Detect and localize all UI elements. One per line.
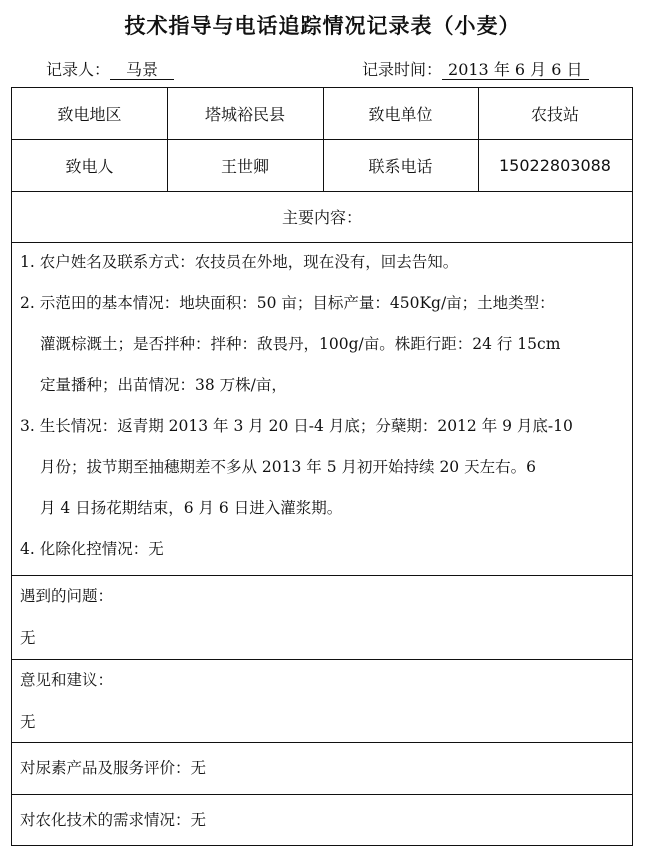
problems-value: 无: [20, 629, 36, 647]
recorder-field: [46, 57, 174, 80]
record-time-label: 记录时间：: [362, 60, 443, 79]
caller-label: 致电人: [65, 156, 114, 176]
urea-evaluation-text: 对尿素产品及服务评价：无: [20, 759, 207, 777]
recorder-value: 马景: [110, 61, 174, 80]
unit-label: 致电单位: [368, 105, 433, 124]
recorder-label: 记录人：: [46, 60, 111, 79]
region-label: 致电地区: [57, 105, 122, 124]
record-time-value: 2013 年 6 月 6 日: [442, 61, 589, 80]
phone-label: 联系电话: [368, 156, 433, 176]
content-line: 2. 示范田的基本情况：地块面积：50 亩；目标产量：450Kg/亩；土地类型：: [20, 294, 555, 312]
phone-value: 15022803088: [499, 155, 611, 175]
caller-value: 王世卿: [220, 156, 269, 176]
record-form: [11, 87, 633, 846]
record-time-field: [362, 57, 589, 80]
form-title: 技术指导与电话追踪情况记录表（小麦）: [124, 14, 521, 38]
problems-label: 遇到的问题：: [20, 587, 114, 605]
content-line: 1. 农户姓名及联系方式：农技员在外地，现在没有，回去告知。: [20, 253, 459, 271]
main-content-body: [20, 242, 626, 570]
content-line: 定量播种；出苗情况：38 万株/亩，: [40, 376, 287, 394]
unit-value: 农技站: [530, 105, 579, 124]
content-line: 3. 生长情况：返青期 2013 年 3 月 20 日-4 月底；分蘖期：2012 年 9 月底-10: [20, 417, 573, 435]
suggestions-section: [20, 659, 626, 743]
suggestions-label: 意见和建议：: [20, 671, 114, 689]
content-line: 灌溉棕溉土；是否拌种：拌种：敌畏丹，100g/亩。株距行距：24 行 15cm: [40, 335, 561, 353]
content-line: 月份；拔节期至抽穗期差不多从 2013 年 5 月初开始持续 20 天左右。6: [40, 458, 536, 476]
region-value: 塔城裕民县: [204, 105, 285, 124]
main-content-heading: 主要内容：: [281, 208, 362, 227]
problems-section: [20, 575, 626, 659]
urea-evaluation: [20, 742, 626, 794]
tech-needs-text: 对农化技术的需求情况：无: [20, 811, 207, 829]
suggestions-value: 无: [20, 713, 36, 731]
content-line: 月 4 日扬花期结束，6 月 6 日进入灌浆期。: [40, 499, 343, 517]
content-line: 4. 化除化控情况：无: [20, 540, 164, 558]
tech-needs: [20, 794, 626, 846]
